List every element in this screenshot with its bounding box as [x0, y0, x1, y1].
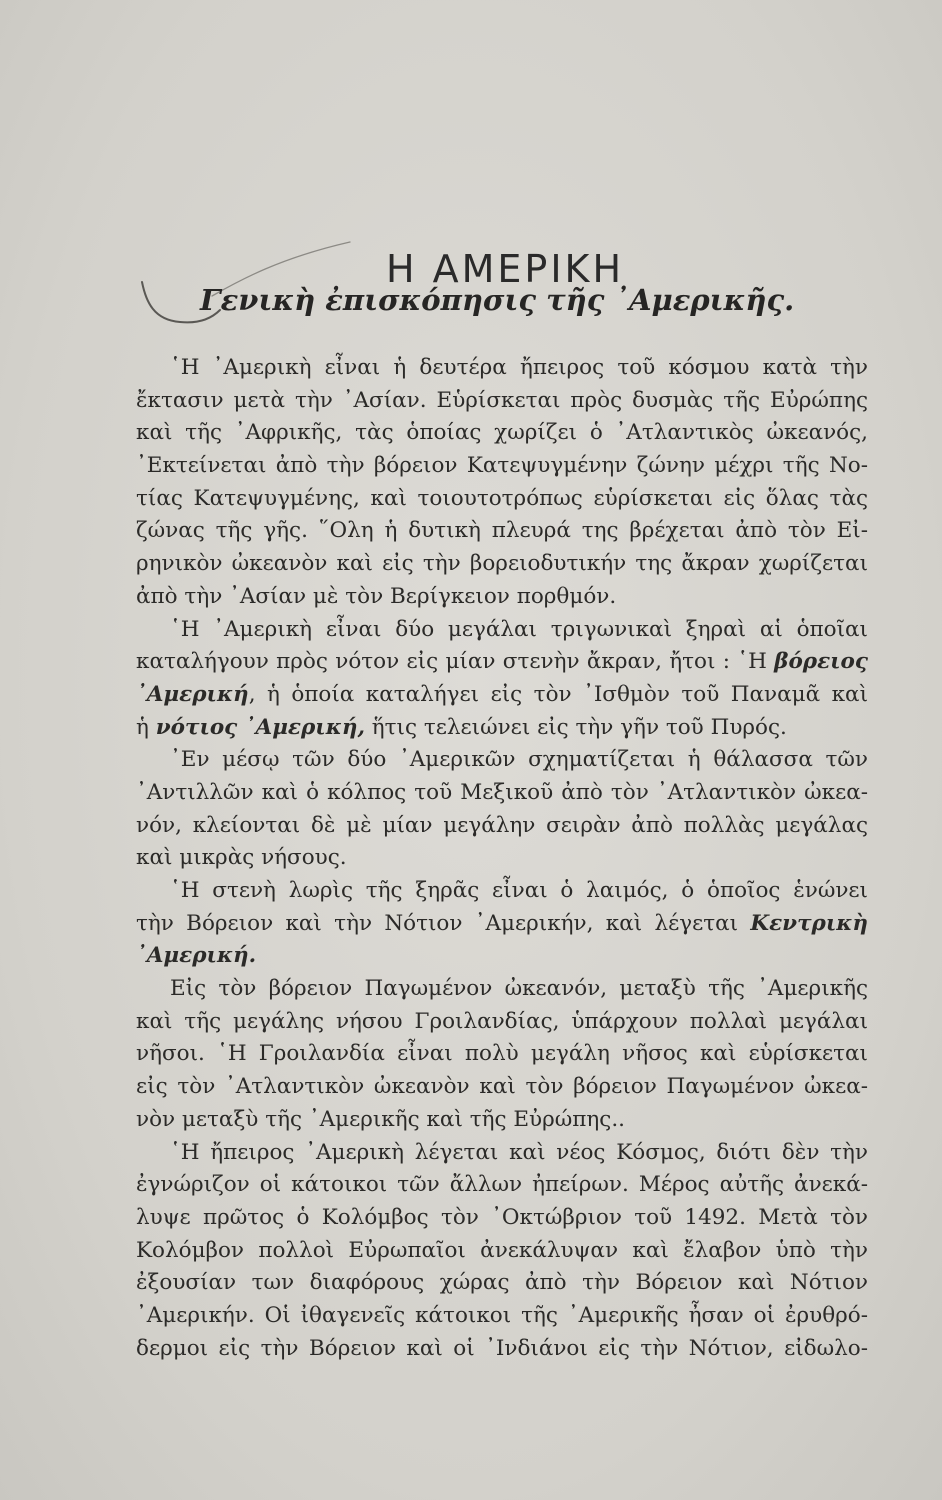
text-run: νῆσοι. ῾Η Γροιλανδία εἶναι πολὺ μεγάλη νῆσος καὶ εὑρίσκεται	[136, 1041, 868, 1067]
text-run: καὶ τῆς μεγάλης νήσου Γροιλανδίας, ὑπάρχουν πολλαὶ μεγάλαι	[136, 1008, 868, 1034]
text-line	[136, 842, 868, 875]
text-line	[136, 450, 868, 483]
text-line	[136, 777, 868, 810]
emphasized-term: βόρειος	[774, 649, 868, 675]
text-run: ἥτις τελειώνει εἰς τὴν γῆν τοῦ Πυρός.	[364, 714, 787, 740]
text-run: ῾Η ᾿Αμερικὴ εἶναι δύο μεγάλαι τριγωνικαὶ ξηραὶ αἱ ὁποῖαι	[170, 616, 868, 642]
text-run: ἡ	[136, 714, 156, 740]
emphasized-term: Κεντρικὴ	[750, 910, 868, 936]
text-run: ᾿Εν μέσῳ τῶν δύο ᾿Αμερικῶν σχηματίζεται ἡ θάλασσα τῶν	[170, 747, 868, 773]
text-run: δερμοι εἰς τὴν Βόρειον καὶ οἱ ᾿Ινδιάνοι εἰς τὴν Νότιον, εἰδωλο-	[136, 1335, 868, 1361]
text-line	[136, 1300, 868, 1333]
text-run: λυψε πρῶτος ὁ Κολόμβος τὸν ᾿Οκτώβριον τοῦ 1492. Μετὰ τὸν	[136, 1204, 868, 1230]
text-run: ᾿Αντιλλῶν καὶ ὁ κόλπος τοῦ Μεξικοῦ ἀπὸ τὸν ᾿Ατλαντικὸν ὠκεα-	[136, 779, 868, 805]
text-run: καὶ τῆς ᾿Αφρικῆς, τὰς ὁποίας χωρίζει ὁ ᾿Ατλαντικὸς ὠκεανός,	[136, 420, 868, 446]
text-line	[136, 385, 868, 418]
text-run: , ἡ ὁποία καταλήγει εἰς τὸν ᾿Ισθμὸν τοῦ Παναμᾶ καὶ	[248, 681, 868, 707]
text-line	[136, 875, 868, 908]
text-line	[136, 712, 868, 745]
text-line	[136, 1104, 868, 1137]
text-line	[136, 1006, 868, 1039]
text-run: ἐγνώριζον οἱ κάτοικοι τῶν ἄλλων ἠπείρων. Μέρος αὐτῆς ἀνεκά-	[136, 1172, 868, 1198]
section-heading: Γενικὴ ἐπισκόπησις τῆς ᾿Αμερικῆς.	[200, 283, 795, 317]
text-run: ᾿Αμερικήν. Οἱ ἰθαγενεῖς κάτοικοι τῆς ᾿Αμερικῆς ἦσαν οἱ ἐρυθρό-	[136, 1302, 868, 1328]
text-line	[136, 1169, 868, 1202]
text-line	[136, 352, 868, 385]
text-line	[136, 1333, 868, 1366]
text-line	[136, 744, 868, 777]
text-run: τὴν Βόρειον καὶ τὴν Νότιον ᾿Αμερικήν, καὶ λέγεται	[136, 910, 751, 936]
text-run: Εἰς τὸν βόρειον Παγωμένον ὠκεανόν, μεταξὺ τῆς ᾿Αμερικῆς	[170, 976, 868, 1002]
text-line	[136, 1137, 868, 1170]
text-run: καταλήγουν πρὸς νότον εἰς μίαν στενὴν ἄκραν, ἤτοι : ῾Η	[136, 649, 775, 675]
text-run: ῾Η στενὴ λωρὶς τῆς ξηρᾶς εἶναι ὁ λαιμός, ὁ ὁποῖος ἑνώνει	[170, 878, 868, 903]
text-run: ἀπὸ τὴν ᾿Ασίαν μὲ τὸν Βερίγκειον πορθμόν.	[136, 583, 617, 609]
text-run: ᾿Εκτείνεται ἀπὸ τὴν βόρειον Κατεψυγμένην ζώνην μέχρι τῆς Νο-	[136, 453, 868, 479]
text-line	[136, 548, 868, 581]
text-line	[136, 614, 868, 647]
text-run: ἔκτασιν μετὰ τὴν ᾿Ασίαν. Εὑρίσκεται πρὸς δυσμὰς τῆς Εὐρώπης	[136, 387, 868, 413]
text-line	[136, 483, 868, 516]
text-line	[136, 810, 868, 843]
body-text	[136, 352, 868, 1365]
text-line	[136, 679, 868, 712]
text-line	[136, 908, 868, 941]
text-run: ῾Η ᾿Αμερικὴ εἶναι ἡ δευτέρα ἤπειρος τοῦ κόσμου κατὰ τὴν	[170, 355, 868, 380]
text-run: ἐξουσίαν των διαφόρους χώρας ἀπὸ τὴν Βόρειον καὶ Νότιον	[136, 1270, 868, 1296]
text-line	[136, 646, 868, 679]
text-line	[136, 1202, 868, 1235]
text-line	[136, 940, 868, 973]
text-line	[136, 1038, 868, 1071]
text-run: τίας Κατεψυγμένης, καὶ τοιουτοτρόπως εὑρίσκεται εἰς ὅλας τὰς	[136, 485, 868, 511]
text-run: νόν, κλείονται δὲ μὲ μίαν μεγάλην σειρὰν ἀπὸ πολλὰς μεγάλας	[136, 812, 868, 838]
text-run: εἰς τὸν ᾿Ατλαντικὸν ὠκεανὸν καὶ τὸν βόρειον Παγωμένον ὠκεα-	[136, 1074, 868, 1100]
text-run: καὶ μικρὰς νήσους.	[136, 845, 347, 871]
text-line	[136, 973, 868, 1006]
text-line	[136, 417, 868, 450]
text-run: νὸν μεταξὺ τῆς ᾿Αμερικῆς καὶ τῆς Εὐρώπης..	[136, 1106, 626, 1132]
text-run: ζώνας τῆς γῆς. ῞Ολη ἡ δυτικὴ πλευρά της βρέχεται ἀπὸ τὸν Εἰ-	[136, 518, 868, 544]
text-run: ῾Η ἤπειρος ᾿Αμερικὴ λέγεται καὶ νέος Κόσμος, διότι δὲν τὴν	[170, 1139, 868, 1165]
text-line	[136, 1071, 868, 1104]
emphasized-term: νότιος ᾿Αμερική,	[155, 714, 365, 740]
text-run: Κολόμβον πολλοὶ Εὐρωπαῖοι ἀνεκάλυψαν καὶ ἔλαβον ὑπὸ τὴν	[136, 1237, 868, 1263]
emphasized-term: ᾿Αμερική	[136, 681, 249, 707]
text-line	[136, 581, 868, 614]
text-line	[136, 515, 868, 548]
text-line	[136, 1267, 868, 1300]
emphasized-term: ᾿Αμερική.	[136, 943, 257, 969]
text-line	[136, 1235, 868, 1268]
text-run: ρηνικὸν ὠκεανὸν καὶ εἰς τὴν βορειοδυτικήν της ἄκραν χωρίζεται	[136, 551, 868, 577]
chapter-title: Η ΑΜΕΡΙΚΗ	[385, 247, 625, 292]
